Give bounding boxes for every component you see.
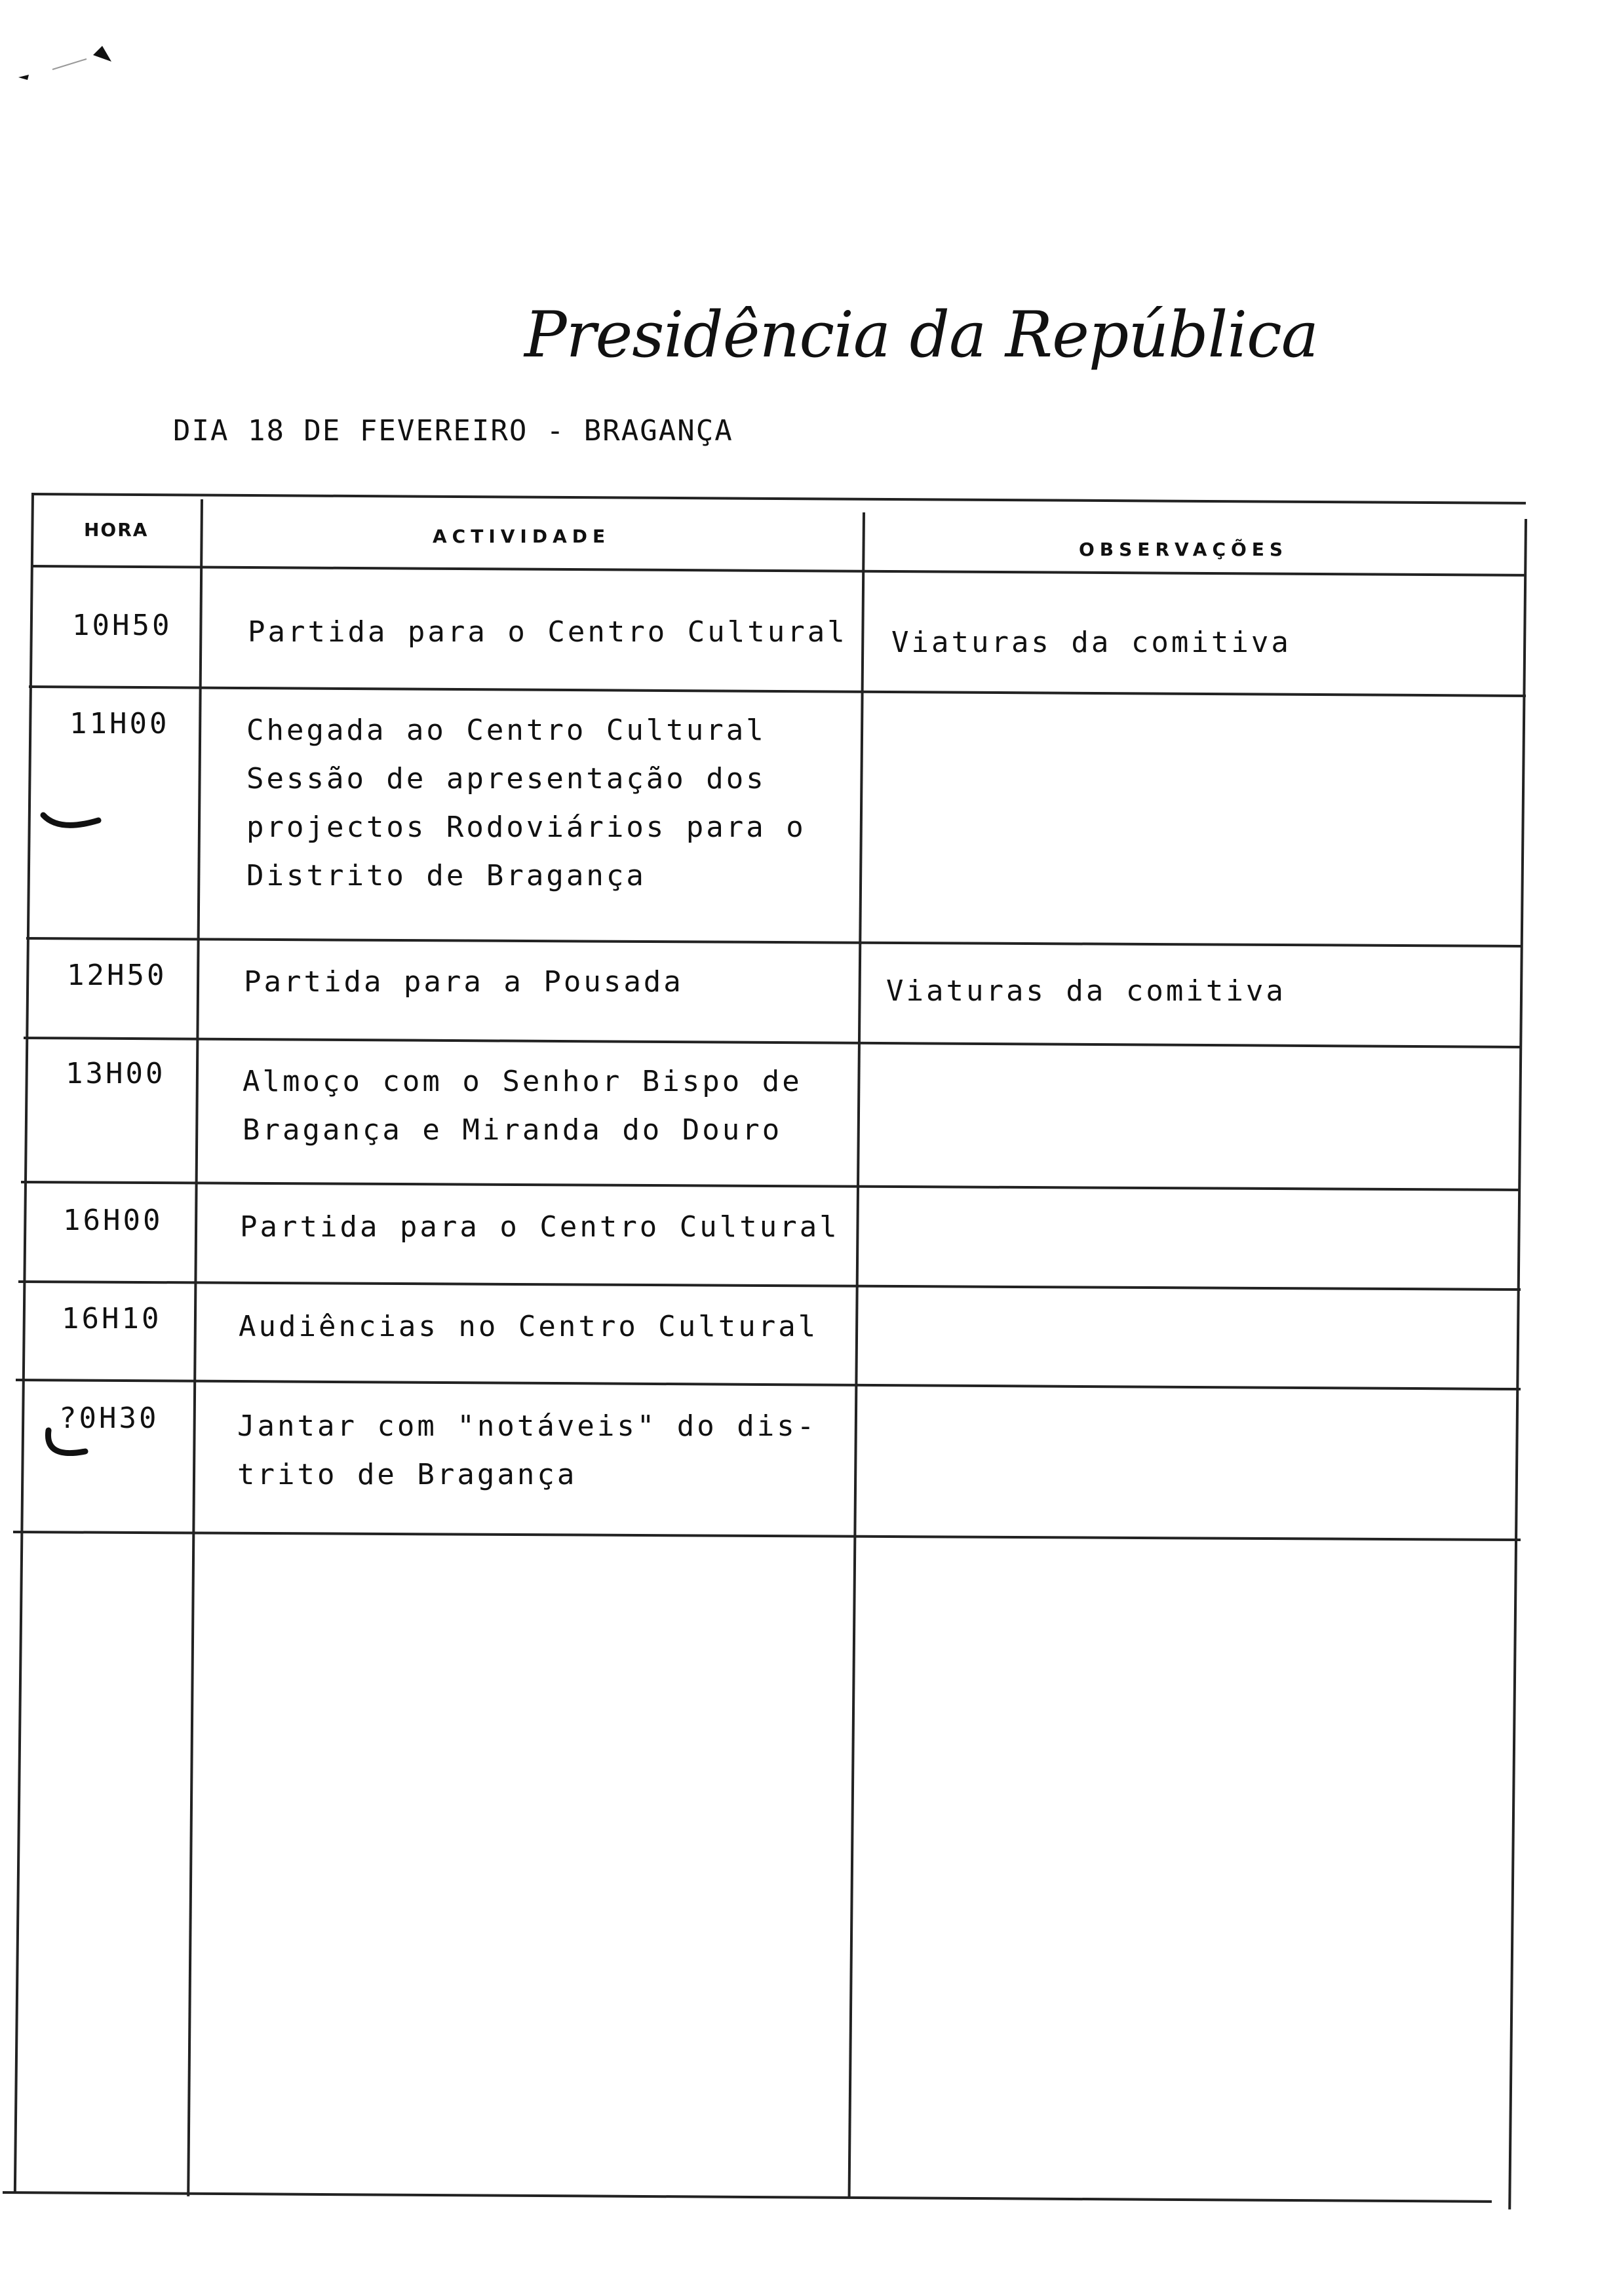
cell-observacoes: Viaturas da comitiva — [886, 974, 1286, 1008]
actividade-line: Sessão de apresentação dos — [246, 762, 766, 795]
page-title: DIA 18 DE FEVEREIRO - BRAGANÇA — [173, 414, 733, 448]
cell-observacoes: Viaturas da comitiva — [891, 626, 1291, 659]
cell-hora: 16H00 — [63, 1204, 163, 1237]
row-divider — [13, 1531, 1521, 1541]
column-header-actividade: ACTIVIDADE — [433, 526, 611, 547]
table-bottom-border — [3, 2191, 1492, 2203]
actividade-line: Partida para o Centro Cultural — [240, 1210, 840, 1244]
cell-actividade — [239, 1303, 818, 1351]
column-header-observacoes: OBSERVAÇÕES — [1079, 539, 1289, 560]
column-divider-actividade — [848, 512, 865, 2198]
actividade-line: Partida para a Pousada — [244, 965, 684, 999]
column-divider-hora — [187, 499, 203, 2196]
cell-hora: ?0H30 — [59, 1402, 159, 1435]
check-mark-11h00 — [39, 806, 105, 845]
letterhead-logo: Presidência da República — [524, 298, 1319, 372]
row-divider — [16, 1379, 1521, 1390]
cell-actividade — [248, 608, 847, 657]
cell-actividade — [237, 1402, 817, 1499]
row-divider — [21, 1181, 1521, 1191]
row-divider — [29, 685, 1526, 697]
row-divider — [24, 1037, 1521, 1048]
cell-hora: 13H00 — [66, 1057, 166, 1090]
cell-hora: 16H10 — [62, 1302, 162, 1335]
cell-hora: 12H50 — [67, 959, 167, 992]
row-divider — [18, 1280, 1521, 1291]
row-divider — [26, 937, 1521, 947]
actividade-line: Distrito de Bragança — [246, 859, 646, 892]
header-divider — [31, 565, 1526, 577]
cell-hora: 10H50 — [72, 609, 172, 642]
actividade-line: Partida para o Centro Cultural — [248, 615, 847, 649]
cell-actividade — [246, 706, 806, 900]
column-header-hora: HORA — [84, 519, 149, 541]
cell-hora: 11H00 — [69, 707, 170, 740]
actividade-line: Bragança e Miranda do Douro — [243, 1113, 783, 1147]
actividade-line: Jantar com "notáveis" do dis- — [237, 1409, 817, 1443]
cell-actividade — [244, 958, 684, 1006]
pen-mark-top-left — [13, 26, 118, 92]
actividade-line: Almoço com o Senhor Bispo de — [243, 1065, 802, 1098]
actividade-line: projectos Rodoviários para o — [246, 811, 806, 844]
actividade-line: trito de Bragança — [237, 1458, 577, 1491]
actividade-line: Chegada ao Centro Cultural — [246, 714, 766, 747]
table-right-border — [1508, 519, 1527, 2210]
table-left-border — [14, 493, 34, 2194]
actividade-line: Audiências no Centro Cultural — [239, 1310, 819, 1343]
cell-actividade — [243, 1058, 802, 1155]
table-top-border — [31, 493, 1526, 505]
cell-actividade — [240, 1203, 840, 1252]
